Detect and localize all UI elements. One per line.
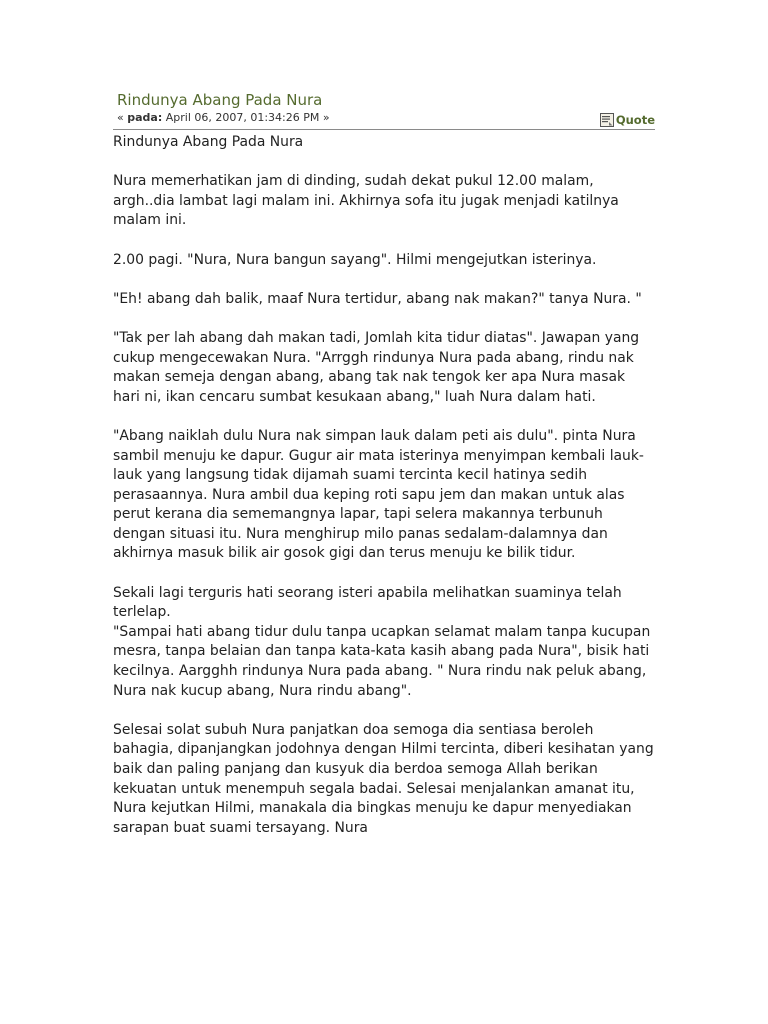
body-paragraph: Selesai solat subuh Nura panjatkan doa semoga dia sentiasa beroleh bahagia, dipanjangkan jodohnya dengan Hilmi tercinta, diberi kesihatan yang baik dan paling panjang dan kusyuk dia berdoa semoga Allah berikan kekuatan untuk menempuh segala badai. Selesai menjalankan amanat itu, Nura kejutkan Hilmi, manakala dia bingkas menuju ke dapur menyediakan sarapan buat suami tersayang. Nura	[113, 721, 654, 836]
quote-icon	[600, 113, 614, 127]
body-paragraph: "Eh! abang dah balik, maaf Nura tertidur, abang nak makan?" tanya Nura. "	[113, 290, 642, 307]
post-meta	[117, 110, 330, 126]
body-paragraph: Nura memerhatikan jam di dinding, sudah dekat pukul 12.00 malam, argh..dia lambat lagi malam ini. Akhirnya sofa itu jugak menjadi katilnya malam ini.	[113, 173, 619, 229]
meta-label: pada:	[127, 111, 163, 124]
meta-suffix: »	[322, 111, 330, 124]
body-paragraph: Rindunya Abang Pada Nura	[113, 134, 304, 150]
body-paragraph: Sekali lagi terguris hati seorang isteri apabila melihatkan suaminya telah terlelap.	[113, 584, 622, 621]
quote-button[interactable]	[600, 113, 655, 127]
body-paragraph: "Abang naiklah dulu Nura nak simpan lauk dalam peti ais dulu". pinta Nura sambil menuju ke dapur. Gugur air mata isterinya menyimpan kembali lauk-lauk yang langsung tidak dijamah suami tercinta kecil hatinya sedih perasaannya. Nura ambil dua keping roti sapu jem dan makan untuk alas perut kerana dia sememangnya lapar, tapi selera makannya terbunuh dengan situasi itu. Nura menghirup milo panas sedalam-dalamnya dan akhirnya masuk bilik air gosok gigi dan terus menuju ke bilik tidur.	[113, 427, 644, 562]
forum-post	[113, 90, 655, 858]
post-body	[113, 133, 655, 838]
post-date: April 06, 2007, 01:34:26 PM	[165, 111, 320, 124]
body-paragraph: 2.00 pagi. "Nura, Nura bangun sayang". Hilmi mengejutkan isterinya.	[113, 251, 597, 268]
body-paragraph: "Tak per lah abang dah makan tadi, Jomlah kita tidur diatas". Jawapan yang cukup mengecewakan Nura. "Arrggh rindunya Nura pada abang, rindu nak makan semeja dengan abang, abang tak nak tengok ker apa Nura masak hari ni, ikan cencaru sumbat kesukaan abang," luah Nura dalam hati.	[113, 329, 640, 405]
quote-label: Quote	[615, 113, 655, 127]
meta-prefix: «	[117, 111, 124, 124]
body-paragraph: "Sampai hati abang tidur dulu tanpa ucapkan selamat malam tanpa kucupan mesra, tanpa belaian dan tanpa kata-kata kasih abang pada Nura", bisik hati kecilnya. Aargghh rindunya Nura pada abang. " Nura rindu nak peluk abang, Nura nak kucup abang, Nura rindu abang".	[113, 623, 651, 699]
post-header-row	[113, 110, 655, 130]
post-title-link[interactable]: Rindunya Abang Pada Nura	[117, 91, 323, 109]
